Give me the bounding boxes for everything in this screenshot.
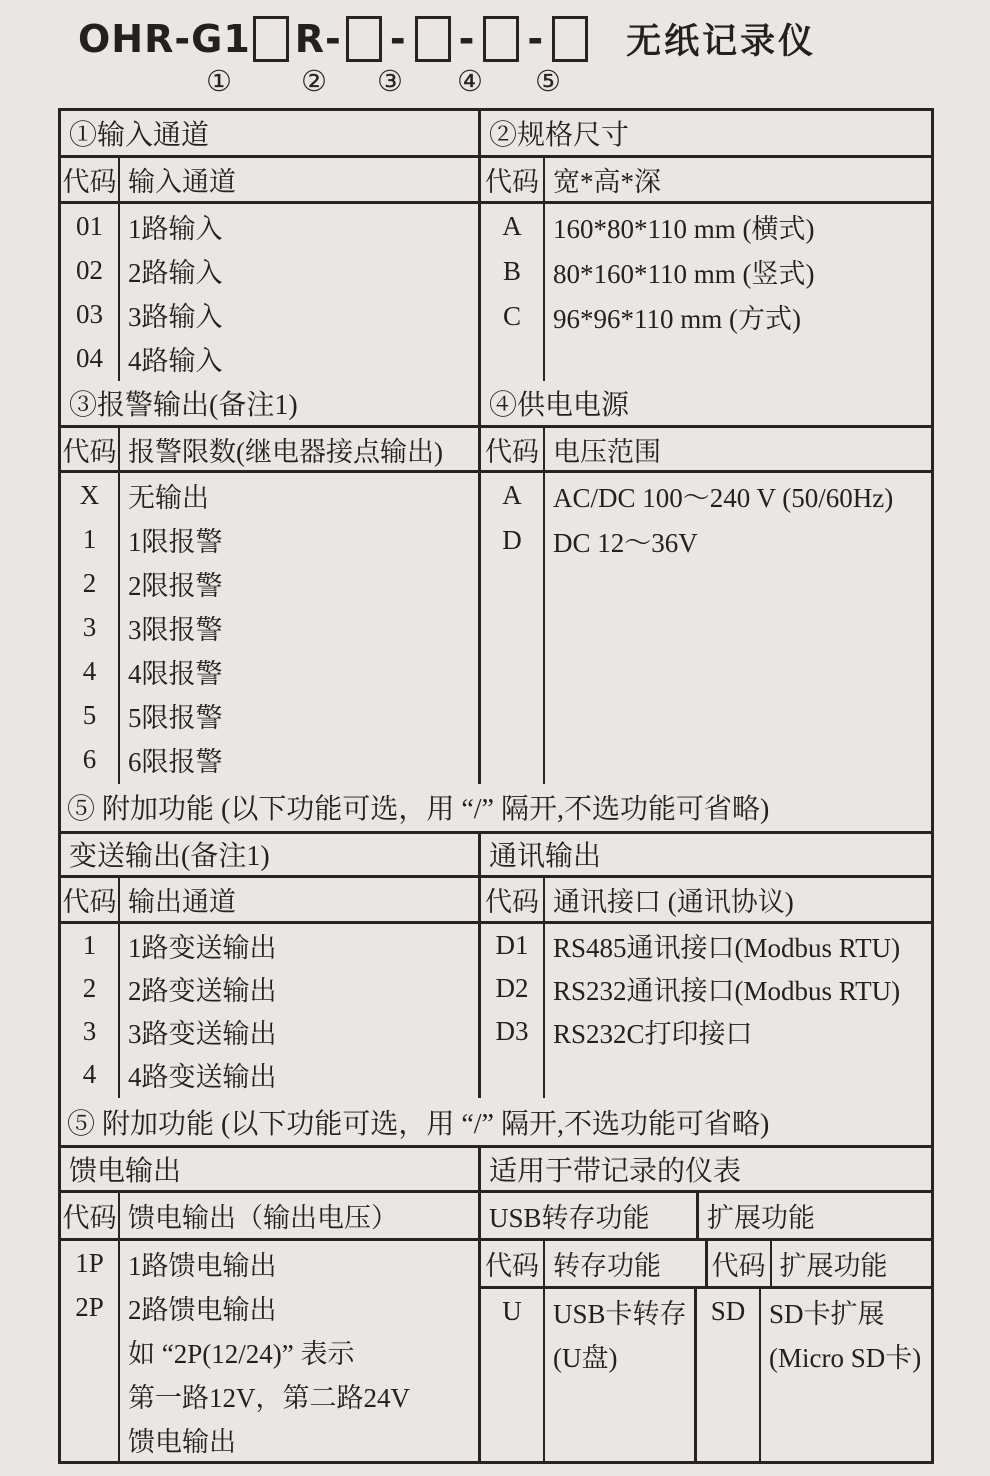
usb-code-header: 代码 [481,1241,545,1286]
code-cell: C [502,301,521,331]
sd-desc-header: 扩展功能 [779,1251,888,1282]
desc-cell: 80*160*110 mm (竖式) [553,259,815,289]
model-dash-2: - [458,17,476,61]
code-cell: A [502,211,522,241]
desc-cell: 2路输入 [128,257,223,288]
section4-descs [545,473,931,784]
section-input-channels [61,111,481,381]
desc-cell: SD卡扩展 [769,1298,885,1329]
model-prefix: OHR-G1 [78,17,251,61]
marker-2: ② [301,66,327,98]
section3-descs [120,473,478,784]
section5c-code-header: 代码 [481,878,545,921]
desc-cell: AC/DC 100～240 V (50/60Hz) [553,483,894,514]
section5t-descs [120,924,478,1098]
section2-codes [481,204,545,381]
code-cell: 2 [82,972,97,1003]
marker-1: ① [206,66,232,98]
desc-cell: 96*96*110 mm (方式) [553,304,801,334]
desc-cell: USB卡转存 [553,1298,687,1329]
section2-code-header: 代码 [481,158,545,201]
section1-code-header: 代码 [61,158,120,201]
section1-descs [120,204,478,381]
code-cell: D [502,525,522,556]
title-area [0,0,990,108]
section2-desc-header: 宽*高*深 [553,167,661,197]
model-dash-1: - [389,17,407,61]
section-dimensions [481,111,931,381]
usb-desc-header: 转存功能 [545,1241,708,1286]
section5p-header-row [61,1193,478,1241]
section1-data [61,204,478,381]
sd-desc-col [761,1289,931,1461]
section5c-header-row [481,878,931,924]
band-retransmit-comm [61,834,931,1098]
code-cell: 02 [76,254,103,285]
marker-5: ⑤ [535,66,561,98]
product-name: 无纸记录仪 [626,22,817,62]
code-cell: 1P [75,1247,104,1278]
code-cell: 01 [76,210,103,241]
desc-cell: 1路馈电输出 [128,1250,277,1281]
section-feed-output [61,1148,481,1461]
section1-title: ①输入通道 [61,111,478,158]
section3-data [61,473,478,784]
code-cell: 1 [82,929,97,960]
desc-cell: 3路输入 [128,301,223,332]
feed-note-line: 馈电输出 [128,1426,236,1457]
desc-cell: 2限报警 [128,570,223,601]
model-box-2 [346,16,382,62]
section3-codes [61,473,120,784]
section2-data [481,204,931,381]
section5p-descs [120,1241,478,1461]
section5c-data [481,924,931,1098]
section5t-desc-header: 输出通道 [128,886,236,917]
section5p-code-header: 代码 [61,1193,120,1238]
section-communication-output [481,834,931,1098]
code-cell: 6 [82,743,97,774]
section5p-codes [61,1241,120,1461]
code-cell: D3 [495,1015,529,1046]
band-alarm-power [61,381,931,784]
section1-header-row [61,158,478,204]
section3-desc-header: 报警限数(继电器接点输出) [128,436,443,467]
code-cell: D2 [495,972,529,1003]
desc-cell: RS232C打印接口 [553,1018,753,1049]
usb-code-col [481,1289,545,1461]
section4-data [481,473,931,784]
desc-cell: 4路变送输出 [128,1061,277,1092]
section2-title: ②规格尺寸 [481,111,931,158]
desc-cell: 2路变送输出 [128,975,277,1006]
code-cell: 5 [82,699,97,730]
desc-cell: 无输出 [128,482,209,513]
position-markers [0,64,990,104]
model-box-5 [552,16,588,62]
section5c-codes [481,924,545,1098]
code-cell: A [502,480,522,511]
model-selection-table [58,108,934,1464]
desc-cell: 2路馈电输出 [128,1294,277,1325]
desc-cell: 6限报警 [128,746,223,777]
code-cell: U [502,1295,522,1326]
section4-title: ④供电电源 [481,381,931,428]
desc-cell: 3限报警 [128,614,223,645]
section4-code-header: 代码 [481,428,545,470]
section4-codes [481,473,545,784]
section5-banner-1: ⑤ 附加功能 (以下功能可选，用 “/” 隔开,不选功能可省略) [61,784,931,834]
code-cell: X [79,479,100,510]
sd-code-col [697,1289,761,1461]
model-box-4 [483,16,519,62]
code-cell: 03 [76,298,103,329]
code-cell: 4 [82,655,97,686]
section5t-code-header: 代码 [61,878,120,921]
model-box-1 [253,16,289,62]
section5p-data [61,1241,478,1461]
section-power-supply [481,381,931,784]
section2-header-row [481,158,931,204]
desc-cell: 1限报警 [128,526,223,557]
section5c-title: 通讯输出 [481,834,931,878]
code-cell: 2 [82,567,97,598]
sd-subtitle: 扩展功能 [707,1203,815,1234]
code-cell: 4 [82,1058,97,1089]
code-cell: 3 [82,1015,97,1046]
usb-desc-col [545,1289,697,1461]
section-alarm-output [61,381,481,784]
section4-desc-header: 电压范围 [553,436,661,467]
section5p-desc-header: 馈电输出（输出电压） [128,1203,398,1234]
section1-desc-header: 输入通道 [128,167,236,197]
section5-banner-2: ⑤ 附加功能 (以下功能可选，用 “/” 隔开,不选功能可省略) [61,1098,931,1148]
model-box-3 [415,16,451,62]
section5t-data [61,924,478,1098]
code-cell: 04 [76,342,103,373]
feed-note-line: 如 “2P(12/24)” 表示 [128,1338,355,1369]
desc-cell: RS485通讯接口(Modbus RTU) [553,932,901,963]
section3-header-row [61,428,478,473]
section5t-title: 变送输出(备注1) [61,834,478,878]
code-cell: B [502,256,521,286]
section1-codes [61,204,120,381]
desc-cell: 5限报警 [128,702,223,733]
section5r-header-row [481,1241,931,1289]
section5r-subtitle-row [481,1193,931,1241]
section2-descs [545,204,931,381]
desc-cell: 4限报警 [128,658,223,689]
section5c-descs [545,924,931,1098]
section3-code-header: 代码 [61,428,120,470]
model-number-line [78,14,816,64]
desc-cell: 1路输入 [128,213,223,244]
section5r-title: 适用于带记录的仪表 [481,1148,931,1193]
desc-cell: 160*80*110 mm (横式) [553,214,815,244]
desc-cell: RS232通讯接口(Modbus RTU) [553,975,901,1006]
band-input-size [61,111,931,381]
section5p-title: 馈电输出 [61,1148,478,1193]
code-cell: SD [710,1295,746,1326]
model-segment-r: R- [294,17,342,61]
section-retransmission-output [61,834,481,1098]
desc-cell: (Micro SD卡) [769,1342,922,1373]
section5r-data [481,1289,931,1461]
section5t-header-row [61,878,478,924]
code-cell: 3 [82,611,97,642]
code-cell: 2P [75,1291,104,1322]
feed-note-line: 第一路12V，第二路24V [128,1382,410,1413]
section4-header-row [481,428,931,473]
desc-cell: (U盘) [553,1342,618,1373]
model-dash-3: - [527,17,545,61]
desc-cell: DC 12～36V [553,528,698,559]
section3-title: ③报警输出(备注1) [61,381,478,428]
sd-code-header: 代码 [708,1241,772,1286]
desc-cell: 4路输入 [128,345,223,376]
marker-3: ③ [377,66,403,98]
band-feed-record [61,1148,931,1461]
section5c-desc-header: 通讯接口 (通讯协议) [553,886,794,917]
code-cell: D1 [495,929,529,960]
section-for-recording-instruments [481,1148,931,1461]
marker-4: ④ [457,66,483,98]
section5t-codes [61,924,120,1098]
desc-cell: 1路变送输出 [128,932,277,963]
usb-subtitle: USB转存功能 [481,1193,699,1238]
code-cell: 1 [82,523,97,554]
desc-cell: 3路变送输出 [128,1018,277,1049]
